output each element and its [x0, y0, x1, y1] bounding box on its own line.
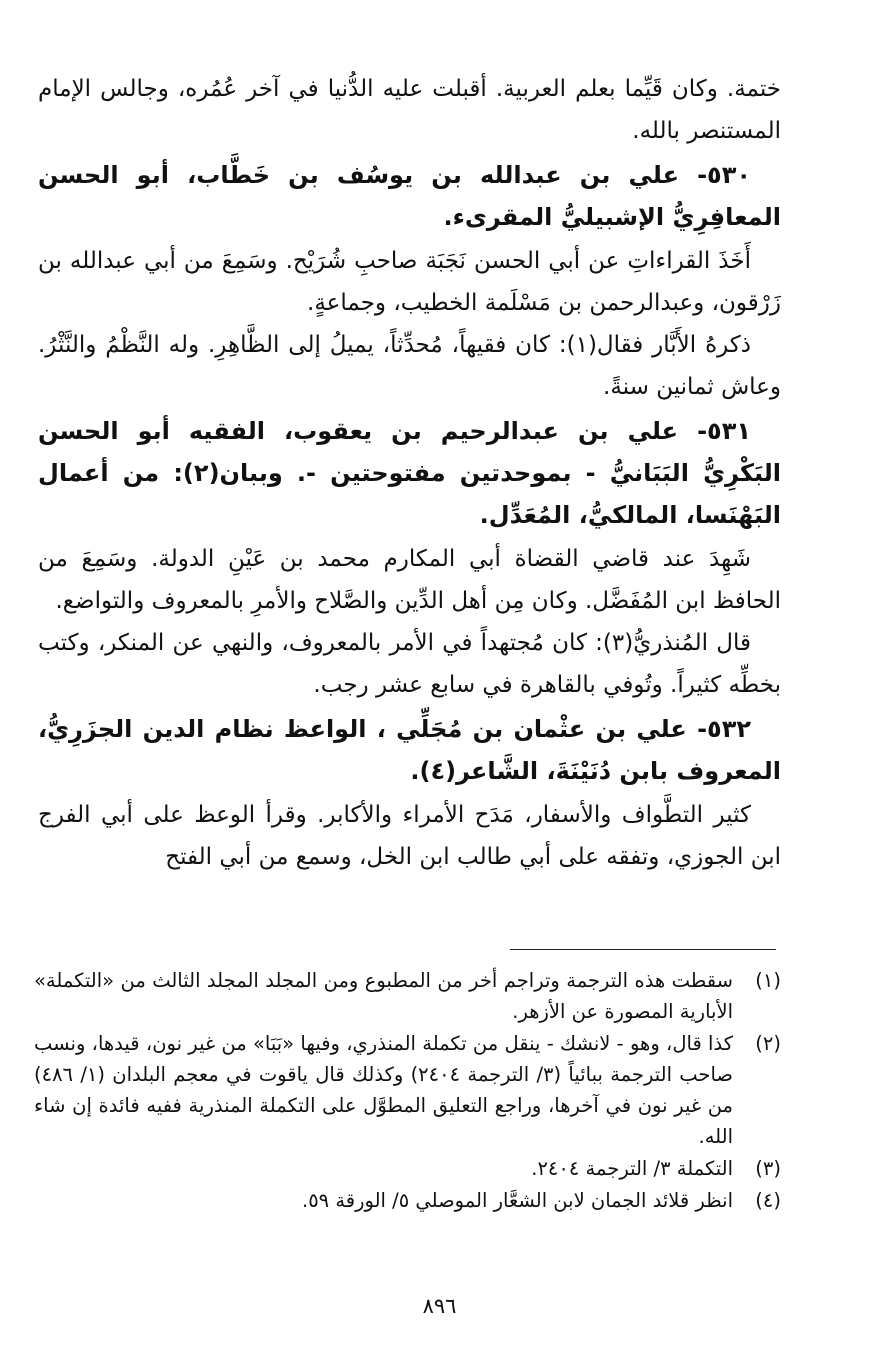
entry-heading-531: ٥٣١- علي بن عبدالرحيم بن يعقوب، الفقيه أبو الحسن البَكْرِيُّ البَبَانيُّ - بموحدتين مفتوحتين -. وببان(٢): من أعمال البَهْنَسا، المالكيُّ، المُعَدِّل.: [38, 417, 781, 529]
footnote-4: [34, 1185, 781, 1216]
footnotes: [34, 965, 781, 1217]
footnote-number: (٢): [755, 1032, 781, 1055]
footnote-3: [34, 1153, 781, 1184]
paragraph-531-mundhiri: قال المُنذريُّ(٣): كان مُجتهداً في الأمر بالمعروف، والنهي عن المنكر، وكتب بخطِّه كثيراً. وتُوفي بالقاهرة في سابع عشر رجب.: [38, 630, 781, 698]
paragraph-532-travels: كثير التطَّواف والأسفار، مَدَح الأمراء والأكابر. وقرأ الوعظ على أبي الفرج ابن الجوزي، وتفقه على أبي طالب ابن الخل، وسمع من أبي الفتح: [38, 802, 781, 870]
entry-heading-530: ٥٣٠- علي بن عبدالله بن يوسُف بن خَطَّاب، أبو الحسن المعافِرِيُّ الإشبيليُّ المقرىء.: [38, 161, 781, 231]
paragraph-continuation: ختمة. وكان قَيِّما بعلم العربية. أقبلت عليه الدُّنيا في آخر عُمُره، وجالس الإمام المستنصر بالله.: [38, 76, 781, 144]
footnote-text: التكملة ٣/ الترجمة ٢٤٠٤.: [531, 1157, 733, 1180]
page-number: ٨٩٦: [422, 1294, 457, 1318]
footnote-number: (١): [755, 969, 781, 992]
entry-heading-532: ٥٣٢- علي بن عثْمان بن مُجَلِّي ، الواعظ نظام الدين الجزَرِيُّ، المعروف بابن دُنَيْنَةَ، الشَّاعر(٤).: [38, 715, 781, 785]
footnote-text: سقطت هذه الترجمة وتراجم أخر من المطبوع ومن المجلد المجلد الثالث من «التكملة» الأبارية المصورة عن الأزهر.: [34, 969, 733, 1023]
main-text: [38, 68, 781, 878]
footnote-divider: [510, 949, 776, 950]
footnote-text: كذا قال، وهو - لانشك - ينقل من تكملة المنذري، وفيها «بَبَا» من غير نون، قيدها، ونسب صاحب الترجمة ببائياً (٣/ الترجمة ٢٤٠٤) وكذلك قال ياقوت في معجم البلدان (١/ ٤٨٦) من غير نون في آخرها، وراجع التعليق المطوَّل على التكملة المنذرية ففيه فائدة إن شاء الله.: [34, 1032, 733, 1148]
footnote-number: (٤): [755, 1189, 781, 1212]
footnote-text: انظر قلائد الجمان لابن الشعَّار الموصلي ٥/ الورقة ٥٩.: [301, 1189, 733, 1212]
footnote-number: (٣): [755, 1157, 781, 1180]
paragraph-531-testimony: شَهِدَ عند قاضي القضاة أبي المكارم محمد بن عَيْنِ الدولة. وسَمِعَ من الحافظ ابن المُفَضَّل. وكان مِن أهل الدِّين والصَّلاح والأمرِ بالمعروف والتواضع.: [38, 546, 781, 614]
paragraph-530-teachers: أَخَذَ القراءاتِ عن أبي الحسن نَجَبَة صاحبِ شُرَيْح. وسَمِعَ من أبي عبدالله بن زَرْقون، وعبدالرحمن بن مَسْلَمة الخطيب، وجماعةٍ.: [38, 248, 781, 316]
footnote-1: [34, 965, 781, 1027]
paragraph-530-abbar: ذكرهُ الأَبَّار فقال(١): كان فقيهاً، مُحدِّثاً، يميلُ إلى الظَّاهِرِ. وله النَّظْمُ والنَّثْرُ. وعاش ثمانين سنةً.: [38, 332, 781, 400]
footnote-2: [34, 1028, 781, 1152]
